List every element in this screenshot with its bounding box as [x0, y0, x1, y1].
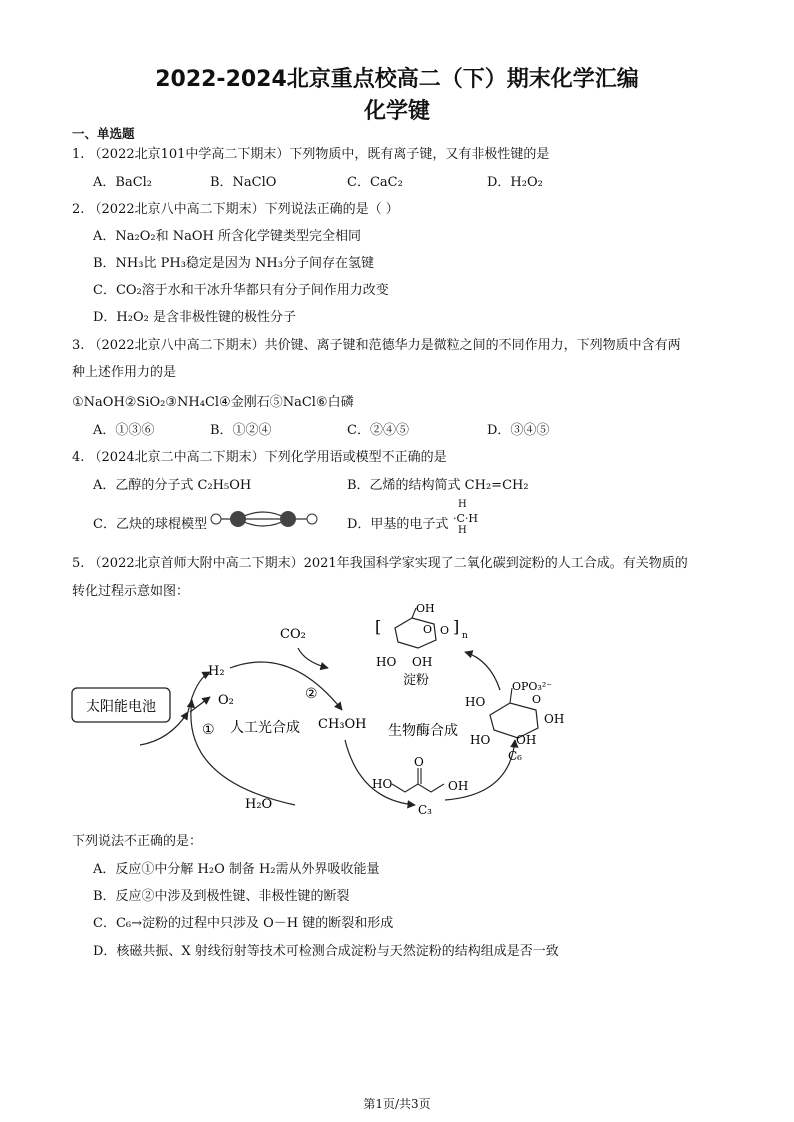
q1-option-d: D．H₂O₂: [487, 175, 543, 190]
q3-option-a: A．①③⑥: [93, 423, 155, 438]
q2-option-b: B．NH₃比 PH₃稳定是因为 NH₃分子间存在氢键: [93, 256, 374, 271]
q4-option-c: C．乙炔的球棍模型: [93, 517, 207, 532]
c6-ho-bottom: HO: [470, 733, 491, 747]
starch-n: n: [462, 631, 468, 641]
question-3-stem: 3. （2022北京八中高二下期末）共价键、离子键和范德华力是微粒之间的不同作用力，下列物质中含有两: [72, 338, 681, 353]
water-label: H₂O: [245, 797, 273, 812]
c6-opo3: OPO₃²⁻: [512, 680, 553, 693]
q2-option-a: A．Na₂O₂和 NaOH 所含化学键类型完全相同: [93, 229, 361, 244]
q2-option-c: C．CO₂溶于水和干冰升华都只有分子间作用力改变: [93, 283, 389, 298]
q3-option-b: B．①②④: [210, 423, 272, 438]
q2-option-d: D．H₂O₂ 是含非极性键的极性分子: [93, 310, 296, 325]
q5-option-a: A．反应①中分解 H₂O 制备 H₂需从外界吸收能量: [93, 862, 380, 877]
methyl-electron-formula: ·C·H: [453, 512, 479, 525]
co2-to-starch-diagram: [60, 600, 620, 825]
q5-lead: 下列说法不正确的是：: [72, 834, 203, 849]
starch-bracket-right: ]: [453, 617, 460, 636]
methyl-h-top: H: [458, 499, 467, 510]
c3-label: C₃: [418, 803, 432, 817]
acetylene-ball-stick-model: [208, 506, 320, 532]
bio-enzyme-label: 生物酶合成: [388, 723, 458, 739]
c3-ho: HO: [372, 777, 393, 791]
page-footer: 第1页/共3页: [363, 1097, 431, 1111]
starch-oh-top: OH: [416, 602, 435, 615]
starch-oh: OH: [412, 655, 433, 669]
step-2-label: ②: [305, 686, 318, 702]
c6-ring-o: O: [532, 693, 542, 706]
q1-option-c: C．CaC₂: [347, 175, 403, 190]
question-5-stem: 5. （2022北京首师大附中高二下期末）2021年我国科学家实现了二氧化碳到淀粉的人工合成。有关物质的: [72, 556, 688, 571]
question-1-stem: 1. （2022北京101中学高二下期末）下列物质中，既有离子键，又有非极性键的是: [72, 147, 550, 162]
q3-items: ①NaOH②SiO₂③NH₄Cl④金刚石⑤NaCl⑥白磷: [72, 395, 354, 410]
question-4-stem: 4. （2024北京二中高二下期末）下列化学用语或模型不正确的是: [72, 450, 447, 465]
section-heading: 一、单选题: [72, 126, 135, 141]
q5-option-b: B．反应②中涉及到极性键、非极性键的断裂: [93, 889, 350, 904]
c6-oh-right: OH: [544, 712, 565, 726]
starch-ring-o: O: [423, 623, 433, 636]
page-title: 2022-2024北京重点校高二（下）期末化学汇编: [155, 67, 639, 92]
question-5-stem-cont: 转化过程示意如图：: [72, 584, 190, 599]
c6-ho-top: HO: [465, 695, 486, 709]
artificial-synthesis-label: 人工光合成: [230, 720, 300, 736]
q4-option-d: D．甲基的电子式: [347, 517, 449, 532]
solar-cell-label: 太阳能电池: [86, 699, 156, 715]
q5-option-c: C．C₆→淀粉的过程中只涉及 O－H 键的断裂和形成: [93, 916, 394, 931]
methyl-h-bottom: H: [458, 525, 467, 536]
o2-label: O₂: [218, 693, 234, 708]
starch-link-o: O: [440, 624, 450, 637]
starch-bracket-left: [: [375, 617, 382, 636]
q1-option-b: B．NaClO: [210, 175, 277, 190]
q3-option-d: D．③④⑤: [487, 423, 550, 438]
c6-label: C₆: [508, 749, 522, 763]
methanol-label: CH₃OH: [318, 717, 367, 732]
co2-label: CO₂: [280, 627, 306, 642]
question-2-stem: 2. （2022北京八中高二下期末）下列说法正确的是（ ）: [72, 202, 399, 217]
c6-oh-bottom: OH: [516, 733, 537, 747]
q4-option-b: B．乙烯的结构简式 CH₂=CH₂: [347, 478, 529, 493]
h2-label: H₂: [208, 664, 225, 679]
c3-oh: OH: [448, 779, 469, 793]
q1-option-a: A．BaCl₂: [93, 175, 153, 190]
starch-ho: HO: [376, 655, 397, 669]
c3-o: O: [414, 755, 424, 769]
question-3-stem-cont: 种上述作用力的是: [72, 365, 177, 380]
step-1-label: ①: [202, 722, 215, 738]
q5-option-d: D．核磁共振、X 射线衍射等技术可检测合成淀粉与天然淀粉的结构组成是否一致: [93, 944, 559, 959]
q4-option-a: A．乙醇的分子式 C₂H₅OH: [93, 478, 252, 493]
q3-option-c: C．②④⑤: [347, 423, 409, 438]
page-subtitle: 化学键: [363, 99, 430, 124]
starch-label: 淀粉: [403, 673, 430, 688]
